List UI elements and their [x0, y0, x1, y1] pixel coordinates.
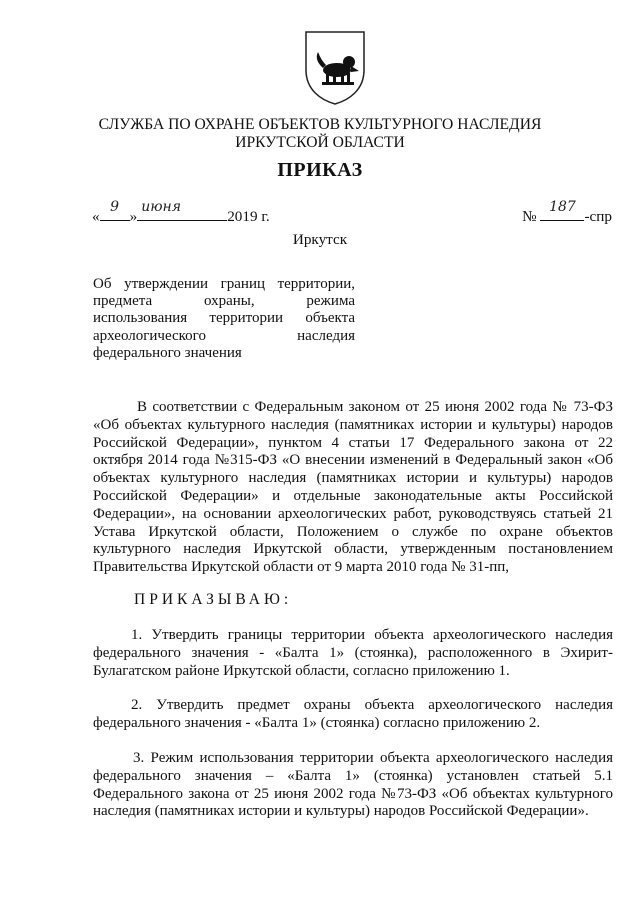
number-field [540, 199, 584, 221]
number-suffix: -спр [584, 208, 612, 225]
coat-of-arms-icon [304, 30, 366, 106]
number-handwritten: 187 [549, 199, 576, 215]
subject-line: Об утверждении границ территории, [93, 276, 355, 292]
subject-line: использования территории объекта [93, 310, 355, 327]
agency-name [0, 116, 640, 152]
date-open-quote: « [92, 208, 100, 225]
order-item-1: 1. Утвердить границы территории объекта археологического наследия федерального значения - «Балта 1» (стоянка), расположенного в Эхирит-Булагатском районе Иркутской области, согласно приложению 1. [93, 627, 613, 679]
date-month-field [137, 199, 227, 221]
date-day-handwritten: 9 [110, 199, 120, 215]
order-item-3: 3. Режим использования территории объекта археологического наследия федерального значения – «Балта 1» (стоянка) установлен статьей 5.1 Федерального закона от 25 июня 2002 года №73-ФЗ «Об объектах культурного наследия (памятниках истории и культуры) народов Российской Федерации». [93, 750, 613, 820]
date-day-field [100, 199, 130, 221]
document-number [522, 199, 612, 225]
date-month-handwritten: июня [141, 199, 182, 215]
date-year: 2019 г. [227, 208, 270, 225]
subject-line: предмета охраны, режима [93, 293, 355, 310]
order-subject [93, 276, 355, 362]
number-prefix: № [522, 208, 537, 225]
agency-line-1: СЛУЖБА ПО ОХРАНЕ ОБЪЕКТОВ КУЛЬТУРНОГО НАСЛЕДИЯ [98, 116, 542, 133]
decree-heading: ПРИКАЗЫВАЮ: [134, 591, 293, 608]
date-close-quote: » [129, 208, 138, 225]
document-type-title: ПРИКАЗ [277, 159, 363, 181]
city-name: Иркутск [292, 231, 348, 248]
agency-line-2: ИРКУТСКОЙ ОБЛАСТИ [235, 134, 405, 151]
order-item-2: 2. Утвердить предмет охраны объекта археологического наследия федерального значения - «Балта 1» (стоянка) согласно приложению 2. [93, 697, 613, 731]
preamble-paragraph: В соответствии с Федеральным законом от 25 июня 2002 года № 73-ФЗ «Об объектах культурного наследия (памятниках истории и культуры) народов Российской Федерации», пунктом 4 статьи 17 Федерального закона от 22 октября 2014 года №315-ФЗ «О внесении изменений в Федеральный закон «Об объектах культурного наследия (памятниках истории и культуры) народов Российской Федерации» и отдельные законодательные акты Российской Федерации», на основании археологических работ, руководствуясь статьей 21 Устава Иркутской области, Положением о службе по охране объектов культурного наследия Иркутской области, утвержденным постановлением Правительства Иркутской области от 9 марта 2010 года № 31-пп, [93, 399, 613, 576]
subject-line: археологического наследия [93, 327, 355, 344]
document-date [92, 199, 270, 225]
subject-line: федерального значения [93, 344, 242, 361]
